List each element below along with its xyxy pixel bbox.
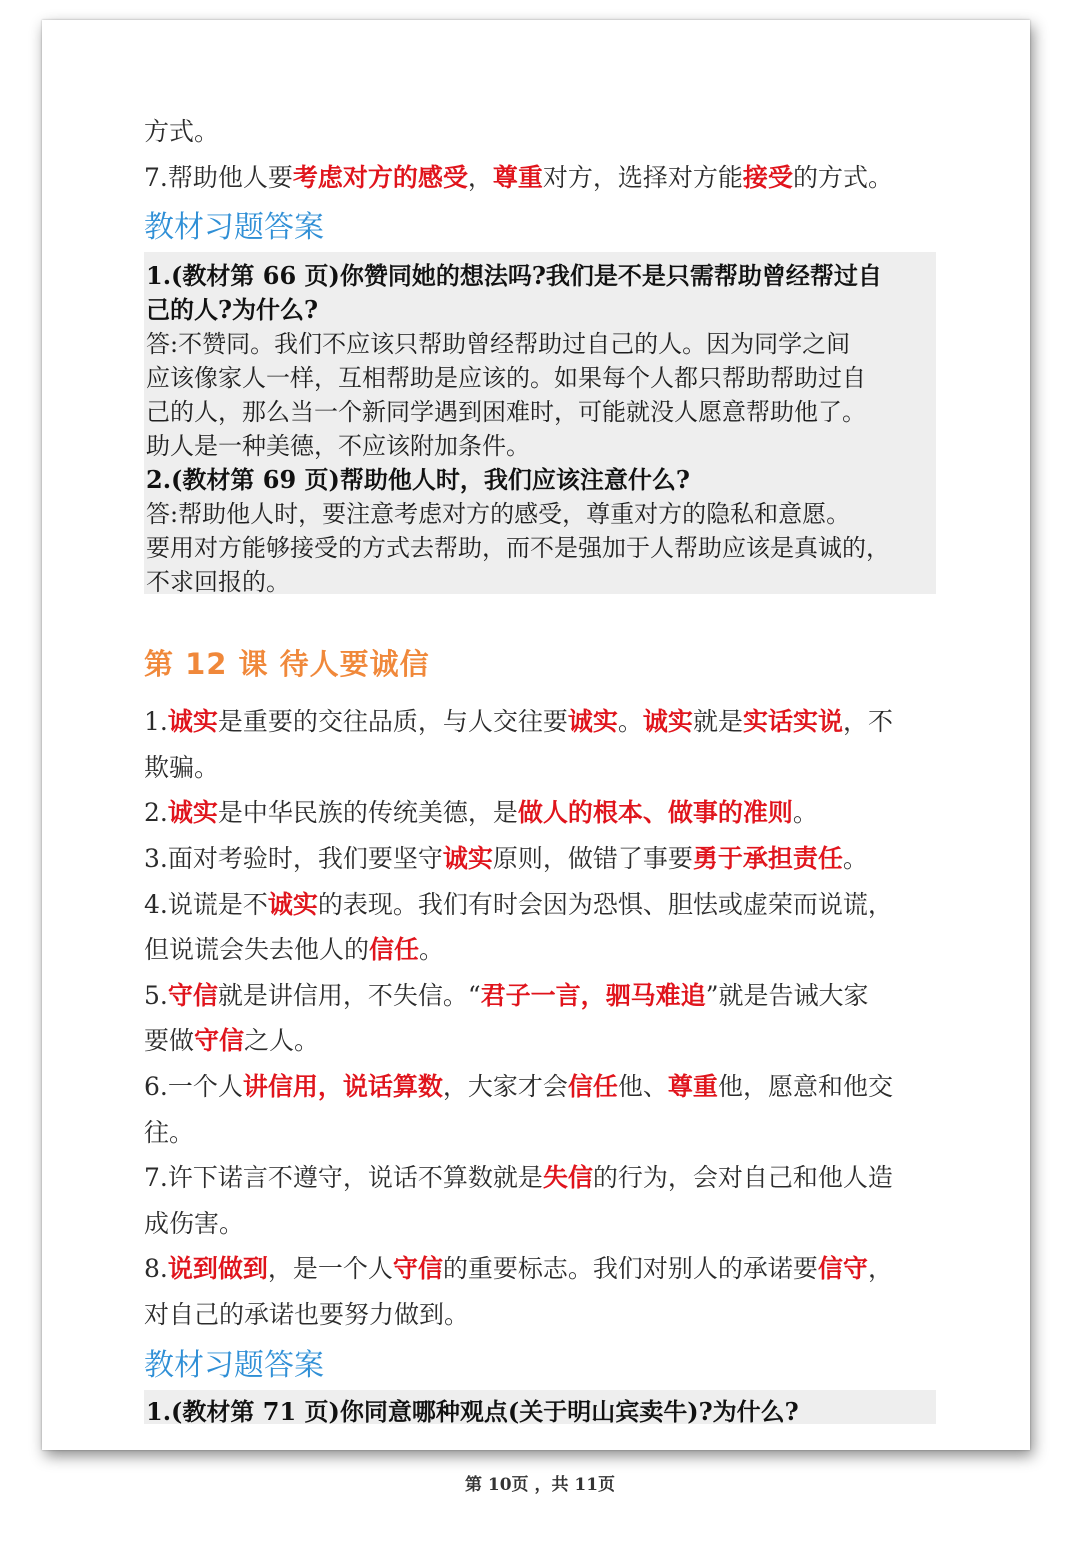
highlight-text: 信守 bbox=[817, 1254, 868, 1283]
answer-line: 答:帮助他人时，要注意考虑对方的感受，尊重对方的隐私和意愿。 bbox=[146, 500, 851, 528]
section-heading: 教材习题答案 bbox=[144, 1348, 324, 1383]
text-span: 成伤害。 bbox=[144, 1209, 245, 1238]
document-page bbox=[42, 20, 1030, 1450]
question-line: 己的人?为什么? bbox=[146, 295, 319, 324]
highlight-text: 接受 bbox=[742, 163, 793, 192]
point-6-line-1 bbox=[144, 1067, 944, 1103]
highlight-text: 守信 bbox=[194, 1026, 245, 1055]
text-span: 。 bbox=[792, 798, 818, 827]
point-1-line-1 bbox=[144, 702, 944, 738]
text-span: 5. bbox=[144, 981, 168, 1010]
highlight-text: 诚实 bbox=[167, 707, 218, 736]
text-span: 他，愿意和他交 bbox=[717, 1072, 893, 1101]
highlight-text: 诚实 bbox=[167, 798, 218, 827]
highlight-text: 尊重 bbox=[667, 1072, 718, 1101]
highlight-text: 诚实 bbox=[567, 707, 618, 736]
point-6-line-2 bbox=[144, 1113, 944, 1149]
answer-line: 不求回报的。 bbox=[146, 568, 290, 596]
text-span: 对方，选择对方能 bbox=[542, 163, 743, 192]
highlight-text: 勇于承担责任 bbox=[692, 844, 843, 873]
point-4-line-2 bbox=[144, 930, 944, 966]
text-span: ，是一个人 bbox=[267, 1254, 393, 1283]
text-span: 4.说谎是不 bbox=[144, 890, 268, 919]
highlight-text: 做人的根本、做事的准则 bbox=[517, 798, 793, 827]
text-span: 。 bbox=[419, 935, 445, 964]
answer-block bbox=[144, 1390, 936, 1424]
text-span: ，大家才会 bbox=[442, 1072, 568, 1101]
point-5-line-1 bbox=[144, 976, 944, 1012]
answer-line: 要用对方能够接受的方式去帮助，而不是强加于人帮助应该是真诚的， bbox=[146, 534, 890, 562]
highlight-text: 信任 bbox=[369, 935, 420, 964]
point-4-line-1 bbox=[144, 885, 944, 921]
highlight-text: 信任 bbox=[567, 1072, 618, 1101]
text-span: ，不 bbox=[842, 707, 893, 736]
question-line: 1.(教材第 66 页)你赞同她的想法吗?我们是不是只需帮助曾经帮过自 bbox=[146, 261, 882, 290]
text-span: 往。 bbox=[144, 1118, 195, 1147]
text-span: 。 bbox=[617, 707, 643, 736]
text-span: 他、 bbox=[617, 1072, 668, 1101]
page-footer: 第 10页 ，共 11页 bbox=[464, 1475, 616, 1495]
highlight-text: 实话实说 bbox=[742, 707, 843, 736]
answer-line: 助人是一种美德，不应该附加条件。 bbox=[146, 432, 530, 460]
question-line: 2.(教材第 69 页)帮助他人时，我们应该注意什么? bbox=[146, 465, 690, 494]
text-span: 。 bbox=[842, 844, 868, 873]
text-span: 6.一个人 bbox=[144, 1072, 243, 1101]
text-span: 就是讲信用，不失信。“ bbox=[217, 981, 481, 1010]
highlight-text: 考虑对方的感受 bbox=[292, 163, 468, 192]
text-span: 的行为，会对自己和他人造 bbox=[592, 1163, 893, 1192]
text-line-point-7 bbox=[144, 158, 944, 194]
point-7-line-1 bbox=[144, 1158, 944, 1194]
text-span: 的表现。我们有时会因为恐惧、胆怯或虚荣而说谎， bbox=[317, 890, 893, 919]
text-span: 欺骗。 bbox=[144, 753, 220, 782]
text-span: 1. bbox=[144, 707, 168, 736]
question-line: 1.(教材第 71 页)你同意哪种观点(关于明山宾卖牛)?为什么? bbox=[146, 1397, 799, 1426]
text-span: 原则，做错了事要 bbox=[492, 844, 693, 873]
text-span: 之人。 bbox=[244, 1026, 320, 1055]
text-span: 的方式。 bbox=[792, 163, 893, 192]
text-span: 3.面对考验时，我们要坚守 bbox=[144, 844, 443, 873]
text-span: 8. bbox=[144, 1254, 168, 1283]
lesson-heading: 第 12 课 待人要诚信 bbox=[144, 647, 430, 681]
text-span: 对自己的承诺也要努力做到。 bbox=[144, 1300, 470, 1329]
text-span: 7.许下诺言不遵守，说话不算数就是 bbox=[144, 1163, 543, 1192]
point-8-line-1 bbox=[144, 1249, 944, 1285]
text-span: 7.帮助他人要 bbox=[144, 163, 293, 192]
text-span: 是中华民族的传统美德，是 bbox=[217, 798, 518, 827]
highlight-text: 失信 bbox=[542, 1163, 593, 1192]
point-7-line-2 bbox=[144, 1204, 944, 1240]
text-span: ”就是告诫大家 bbox=[705, 981, 869, 1010]
text-span: ， bbox=[467, 163, 493, 192]
answer-line: 答:不赞同。我们不应该只帮助曾经帮助过自己的人。因为同学之间 bbox=[146, 330, 851, 358]
text-span: ， bbox=[867, 1254, 893, 1283]
text-span: 但说谎会失去他人的 bbox=[144, 935, 370, 964]
highlight-text: 诚实 bbox=[642, 707, 693, 736]
text-line bbox=[144, 112, 944, 148]
highlight-text: 守信 bbox=[167, 981, 218, 1010]
text-span: 是重要的交往品质，与人交往要 bbox=[217, 707, 568, 736]
highlight-text: 讲信用，说话算数 bbox=[242, 1072, 443, 1101]
point-5-line-2 bbox=[144, 1021, 944, 1057]
point-2 bbox=[144, 793, 944, 829]
highlight-text: 诚实 bbox=[267, 890, 318, 919]
text-span: 的重要标志。我们对别人的承诺要 bbox=[442, 1254, 818, 1283]
text-span: 要做 bbox=[144, 1026, 195, 1055]
point-3 bbox=[144, 839, 944, 875]
answer-block bbox=[144, 252, 936, 594]
answer-line: 应该像家人一样，互相帮助是应该的。如果每个人都只帮助帮助过自 bbox=[146, 364, 866, 392]
highlight-text: 说到做到 bbox=[167, 1254, 268, 1283]
text-span: 方式。 bbox=[144, 117, 220, 146]
highlight-text: 守信 bbox=[392, 1254, 443, 1283]
highlight-text: 尊重 bbox=[492, 163, 543, 192]
text-span: 2. bbox=[144, 798, 168, 827]
highlight-text: 君子一言，驷马难追 bbox=[480, 981, 706, 1010]
text-span: 就是 bbox=[692, 707, 743, 736]
point-1-line-2 bbox=[144, 748, 944, 784]
highlight-text: 诚实 bbox=[442, 844, 493, 873]
answer-line: 己的人，那么当一个新同学遇到困难时，可能就没人愿意帮助他了。 bbox=[146, 398, 866, 426]
point-8-line-2 bbox=[144, 1295, 944, 1331]
section-heading: 教材习题答案 bbox=[144, 210, 324, 245]
